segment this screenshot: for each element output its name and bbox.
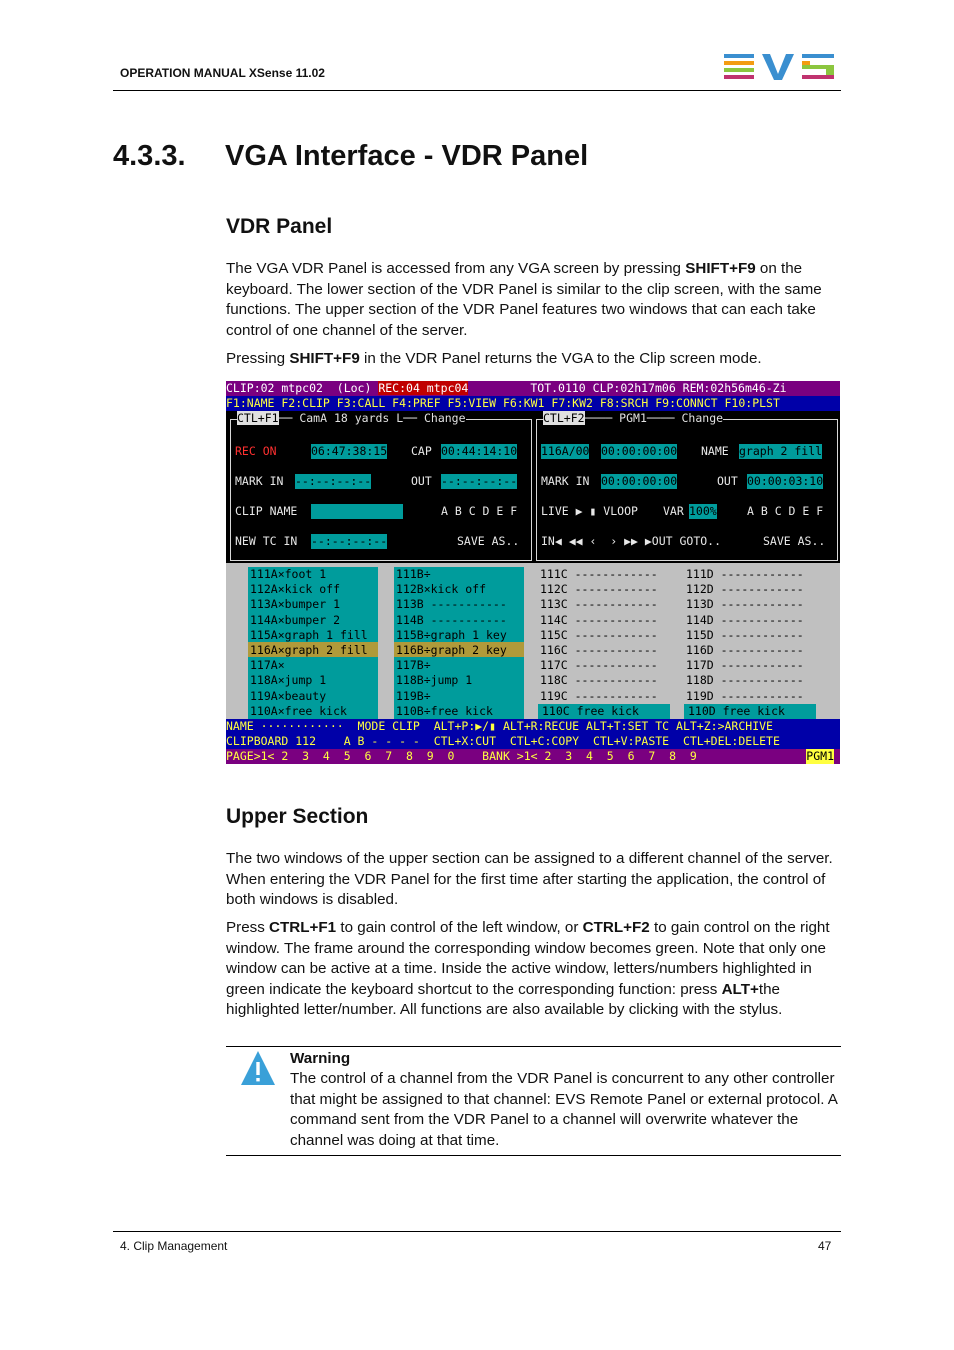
warning-icon: [240, 1050, 276, 1086]
clip-cell-a-7[interactable]: 118A×jump 1: [250, 673, 327, 688]
clip-name-label: CLIP NAME: [235, 504, 298, 518]
evs-logo: [724, 52, 834, 82]
pgm-badge: PGM1: [806, 749, 834, 763]
var-label: VAR: [663, 504, 684, 518]
cap-timecode: 00:44:14:10: [441, 444, 518, 458]
left-save-as-button[interactable]: SAVE AS..: [457, 534, 520, 548]
out-button[interactable]: OUT: [411, 474, 432, 488]
new-tc-in-label: NEW TC IN: [235, 534, 298, 548]
clip-cell-b-7[interactable]: 118B÷jump 1: [396, 673, 473, 688]
clip-cell-a-6[interactable]: 117A×: [250, 658, 285, 673]
cap-label: CAP: [411, 444, 432, 458]
clipboard-bar: CLIPBOARD 112 A B - - - - CTL+X:CUT CTL+C:COPY CTL+V:PASTE CTL+DEL:DELETE: [226, 734, 840, 749]
warning-body: The control of a channel from the VDR Panel is concurrent to any other controller that might be assigned to that channel: EVS Remote Panel or external protocol. A command sent from the VDR Panel to a channel will overwrite whatever the channel was doing at that time.: [290, 1070, 838, 1149]
clip-cell-b-0[interactable]: 111B÷: [396, 567, 431, 581]
right-out-timecode: 00:00:03:10: [747, 474, 824, 488]
section-title: VGA Interface - VDR Panel: [225, 140, 589, 172]
clip-grid: [226, 567, 840, 719]
clip-name-field[interactable]: [311, 504, 403, 519]
paragraph-ctrl-keys: Press CTRL+F1 to gain control of the left window, or CTRL+F2 to gain control on the right window. The frame around the corresponding window becomes green. Note that only one window can be active at a time. Inside the active window, letters/numbers highlighted in green indicate the keyboard shortcut to the corresponding function: press ALT+the highlighted letter/number. All functions are also available by clicking with the stylus.: [226, 919, 830, 1018]
left-letters[interactable]: A B C D E F: [441, 504, 518, 518]
rec-timecode: 06:47:38:15: [311, 444, 388, 458]
new-tc-field[interactable]: --:--:--:--: [311, 534, 388, 548]
clip-cell-b-2[interactable]: 113B -----------: [396, 597, 507, 612]
clip-cell-b-5[interactable]: 116B÷graph 2 key: [396, 643, 507, 657]
right-mark-in-button[interactable]: MARK IN: [541, 474, 590, 488]
left-window-title: CamA 18 yards L: [299, 411, 404, 425]
clip-cell-d-0[interactable]: 111D ------------: [686, 567, 804, 581]
clip-cell-b-3[interactable]: 114B -----------: [396, 612, 507, 627]
out-timecode: --:--:--:--: [441, 474, 518, 488]
var-value[interactable]: 100%: [689, 504, 717, 518]
right-clip-id: 116A/00: [541, 444, 590, 458]
clip-cell-b-6[interactable]: 117B÷: [396, 658, 431, 673]
col-c-last[interactable]: 110C free kick: [542, 704, 639, 718]
clip-cell-b-8[interactable]: 119B÷: [396, 688, 431, 703]
live-vloop-controls[interactable]: LIVE ▶ ▮ VLOOP: [541, 504, 638, 518]
clip-info-bar: NAME ············ MODE CLIP ALT+P:▶/▮ ALT+R:RECUE ALT+T:SET TC ALT+Z:>ARCHIVE: [226, 719, 840, 734]
ctl-f2-tag: CTL+F2: [543, 411, 585, 425]
col-d-last[interactable]: 110D free kick: [688, 704, 785, 718]
footer-rule: [113, 1231, 841, 1232]
clip-cell-b-9[interactable]: 110B÷free kick: [396, 703, 493, 718]
paragraph-shift-f9: Pressing SHIFT+F9 in the VDR Panel returns the VGA to the Clip screen mode.: [226, 350, 762, 367]
clip-cell-c-8[interactable]: 119C ------------: [540, 688, 658, 703]
clip-cell-c-5[interactable]: 116C ------------: [540, 643, 658, 657]
clip-cell-a-1[interactable]: 112A×kick off: [250, 582, 341, 597]
clip-cell-d-3[interactable]: 114D ------------: [686, 612, 804, 627]
right-out-button[interactable]: OUT: [717, 474, 738, 488]
status-bar: CLIP:02 mtpc02 (Loc) REC:04 mtpc04 TOT.0110 CLP:02h17m06 REM:02h56m46-Zi: [226, 381, 840, 396]
clip-cell-b-4[interactable]: 115B÷graph 1 key: [396, 627, 507, 642]
upper-section: [226, 411, 840, 563]
clip-cell-d-2[interactable]: 113D ------------: [686, 597, 804, 612]
clip-cell-a-4[interactable]: 115A×graph 1 fill: [250, 627, 368, 642]
clip-cell-c-1[interactable]: 112C ------------: [540, 582, 658, 597]
clip-cell-c-0[interactable]: 111C ------------: [540, 567, 658, 581]
clip-cell-d-8[interactable]: 119D ------------: [686, 688, 804, 703]
clip-column-b: [396, 567, 526, 719]
left-change-button[interactable]: Change: [423, 411, 466, 425]
clip-cell-c-6[interactable]: 117C ------------: [540, 658, 658, 673]
header-rule: [113, 90, 841, 91]
transport-controls[interactable]: IN◀ ◀◀ ‹ › ▶▶ ▶OUT GOTO..: [541, 534, 722, 548]
clip-column-a: [250, 567, 380, 719]
section-number: 4.3.3.: [113, 140, 186, 172]
clip-cell-c-2[interactable]: 113C ------------: [540, 597, 658, 612]
paragraph-upper-section: The two windows of the upper section can be assigned to a different channel of the server. When entering the VDR Panel for the first time after starting the application, the control of both windows is disabled.: [226, 850, 833, 908]
clip-column-c: [540, 567, 680, 719]
clip-cell-a-2[interactable]: 113A×bumper 1: [250, 597, 341, 612]
ctl-f1-tag: CTL+F1: [237, 411, 279, 425]
right-clip-timecode: 00:00:00:00: [601, 444, 678, 458]
footer-chapter: 4. Clip Management: [120, 1239, 228, 1253]
right-change-button[interactable]: Change: [681, 411, 724, 425]
vdr-panel-screenshot: [226, 381, 840, 764]
warning-title: Warning: [290, 1050, 351, 1067]
upper-section-heading: Upper Section: [226, 805, 369, 828]
right-name-label: NAME: [701, 444, 729, 458]
mark-in-timecode: --:--:--:--: [295, 474, 372, 488]
right-window: CTL+F2──── PGM1──── Change 116A/00 00:00:00:00 NAME graph 2 fill MARK IN 00:00:00:00 OUT 00:00:03:10 LIVE ▶ ▮ VLOOP VAR 100% A B C D E F IN◀ ◀◀ ‹ › ▶▶ ▶OUT GOTO.. SAVE AS..: [536, 419, 838, 561]
left-window: CTL+F1── CamA 18 yards L── Change REC ON 06:47:38:15 CAP 00:44:14:10 MARK IN --:--:--:-- OUT --:--:--:-- CLIP NAME A B C D E F NEW TC IN --:--:--:-- SAVE AS..: [230, 419, 532, 561]
section-heading: [113, 140, 588, 173]
right-save-as-button[interactable]: SAVE AS..: [763, 534, 826, 548]
clip-cell-c-3[interactable]: 114C ------------: [540, 612, 658, 627]
mark-in-button[interactable]: MARK IN: [235, 474, 284, 488]
clip-cell-d-1[interactable]: 112D ------------: [686, 582, 804, 597]
rec-on-label[interactable]: REC ON: [235, 444, 277, 458]
clip-cell-d-4[interactable]: 115D ------------: [686, 627, 804, 642]
clip-cell-a-5[interactable]: 116A×graph 2 fill: [250, 643, 368, 657]
function-keys-bar: F1:NAME F2:CLIP F3:CALL F4:PREF F5:VIEW F6:KW1 F7:KW2 F8:SRCH F9:CONNCT F10:PLST: [226, 396, 840, 411]
right-name-field[interactable]: graph 2 fill: [739, 444, 823, 458]
clip-cell-c-4[interactable]: 115C ------------: [540, 627, 658, 642]
clip-column-d: [686, 567, 826, 719]
clip-cell-d-6[interactable]: 117D ------------: [686, 658, 804, 673]
clip-cell-d-5[interactable]: 116D ------------: [686, 643, 804, 657]
clip-cell-a-3[interactable]: 114A×bumper 2: [250, 612, 341, 627]
clip-cell-a-9[interactable]: 110A×free kick: [250, 703, 347, 718]
paragraph-intro: The VGA VDR Panel is accessed from any VGA screen by pressing SHIFT+F9 on the keyboard. The lower section of the VDR Panel is similar to the clip screen, with the same functions. The upper section of the VDR Panel features two windows that can each take control of one channel of the server.: [226, 260, 822, 339]
running-header: OPERATION MANUAL XSense 11.02: [120, 66, 325, 80]
clip-cell-c-7[interactable]: 118C ------------: [540, 673, 658, 688]
clip-cell-d-7[interactable]: 118D ------------: [686, 673, 804, 688]
page-bank-bar: PAGE>1< 2 3 4 5 6 7 8 9 0 BANK >1< 2 3 4 5 6 7 8 9 PGM1: [226, 749, 840, 764]
clip-cell-a-0[interactable]: 111A×foot 1: [250, 567, 327, 581]
page-number: 47: [818, 1239, 832, 1253]
right-window-title: PGM1: [619, 411, 647, 425]
vdr-panel-heading: VDR Panel: [226, 215, 333, 238]
right-mark-in-timecode: 00:00:00:00: [601, 474, 678, 488]
right-letters[interactable]: A B C D E F: [747, 504, 824, 518]
clip-cell-b-1[interactable]: 112B×kick off: [396, 582, 487, 597]
clip-cell-a-8[interactable]: 119A×beauty: [250, 688, 327, 703]
